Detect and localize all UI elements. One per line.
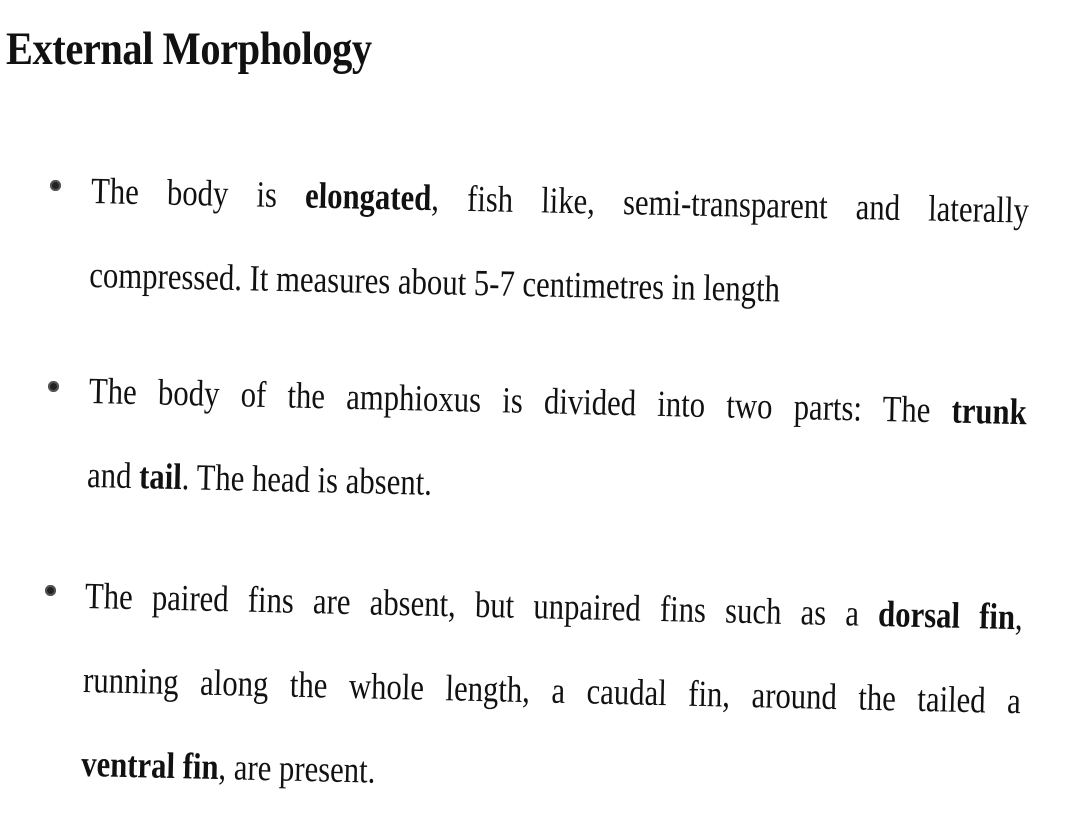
bullet-text: , fish like, semi-transparent and laterally: [430, 178, 1030, 232]
bullet-text: , are present.: [218, 747, 376, 792]
bullet-point-body-parts: [86, 350, 1027, 539]
bold-term-tail: tail: [138, 456, 183, 499]
bullet-text: The paired fins are absent, but unpaired fins such as a: [84, 575, 879, 635]
page-title: External Morphology: [6, 23, 372, 75]
bullet-text: compressed. It measures about 5-7 centimetres in length: [88, 254, 781, 311]
bullet-text: ,: [1014, 597, 1024, 639]
bold-term-trunk: trunk: [951, 390, 1028, 434]
bold-term-elongated: elongated: [304, 175, 432, 220]
bullet-text: The body of the amphioxus is divided into two parts: The: [88, 370, 953, 432]
bullet-text: running along the whole length, a caudal fin, around the tailed a: [82, 659, 1022, 723]
bullet-text: The body is: [90, 170, 306, 217]
bold-term-ventral-fin: ventral fin: [80, 743, 220, 789]
bullet-text: and: [86, 454, 140, 498]
bullet-dot-icon: [50, 180, 61, 191]
bullet-text: . The head is absent.: [181, 457, 433, 504]
bullet-point-fins: [80, 555, 1023, 828]
bullet-point-body-shape: [88, 150, 1029, 338]
bold-term-dorsal-fin: dorsal fin: [877, 593, 1016, 639]
bullet-dot-icon: [45, 585, 56, 596]
bullet-dot-icon: [48, 381, 59, 392]
